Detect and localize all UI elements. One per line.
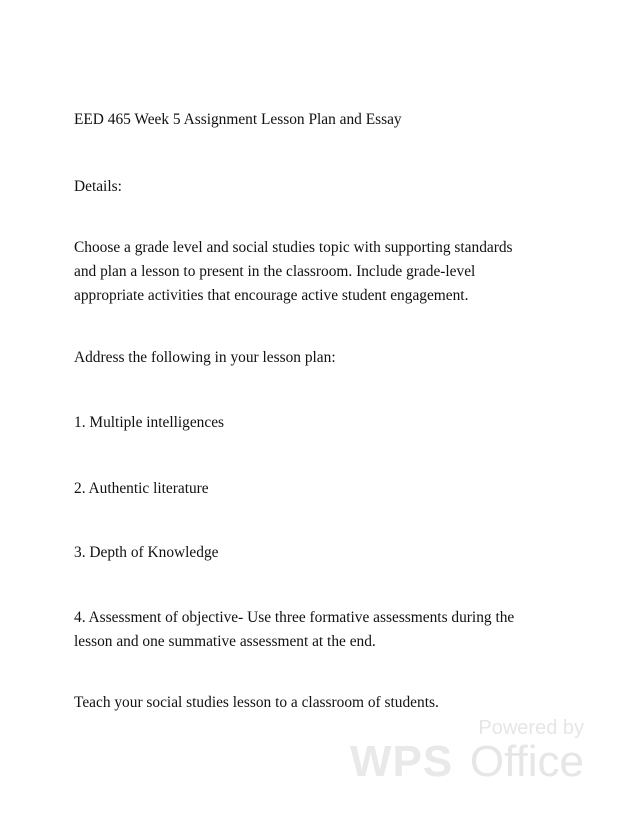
- watermark-powered-by: Powered by: [478, 717, 584, 739]
- details-label: Details:: [74, 178, 122, 195]
- intro-line: appropriate activities that encourage active student engagement.: [74, 287, 469, 304]
- list-item-assessment: [74, 606, 574, 654]
- intro-line: Choose a grade level and social studies topic with supporting standards: [74, 239, 513, 256]
- list-item-authentic-literature: 2. Authentic literature: [74, 480, 209, 497]
- address-heading: Address the following in your lesson plan:: [74, 349, 336, 366]
- intro-line: and plan a lesson to present in the classroom. Include grade-level: [74, 263, 476, 280]
- assessment-line: 4. Assessment of objective- Use three formative assessments during the: [74, 609, 515, 626]
- assessment-line: lesson and one summative assessment at the end.: [74, 633, 376, 650]
- document-title: EED 465 Week 5 Assignment Lesson Plan and Essay: [74, 111, 402, 128]
- intro-paragraph: [74, 236, 574, 308]
- wps-office-watermark: [348, 712, 588, 782]
- closing-paragraph: Teach your social studies lesson to a classroom of students.: [74, 694, 439, 711]
- list-item-multiple-intelligences: 1. Multiple intelligences: [74, 414, 225, 431]
- list-item-depth-of-knowledge: 3. Depth of Knowledge: [74, 544, 219, 561]
- watermark-office-logo: Office: [469, 737, 584, 782]
- watermark-wps-logo: WPS: [350, 737, 454, 782]
